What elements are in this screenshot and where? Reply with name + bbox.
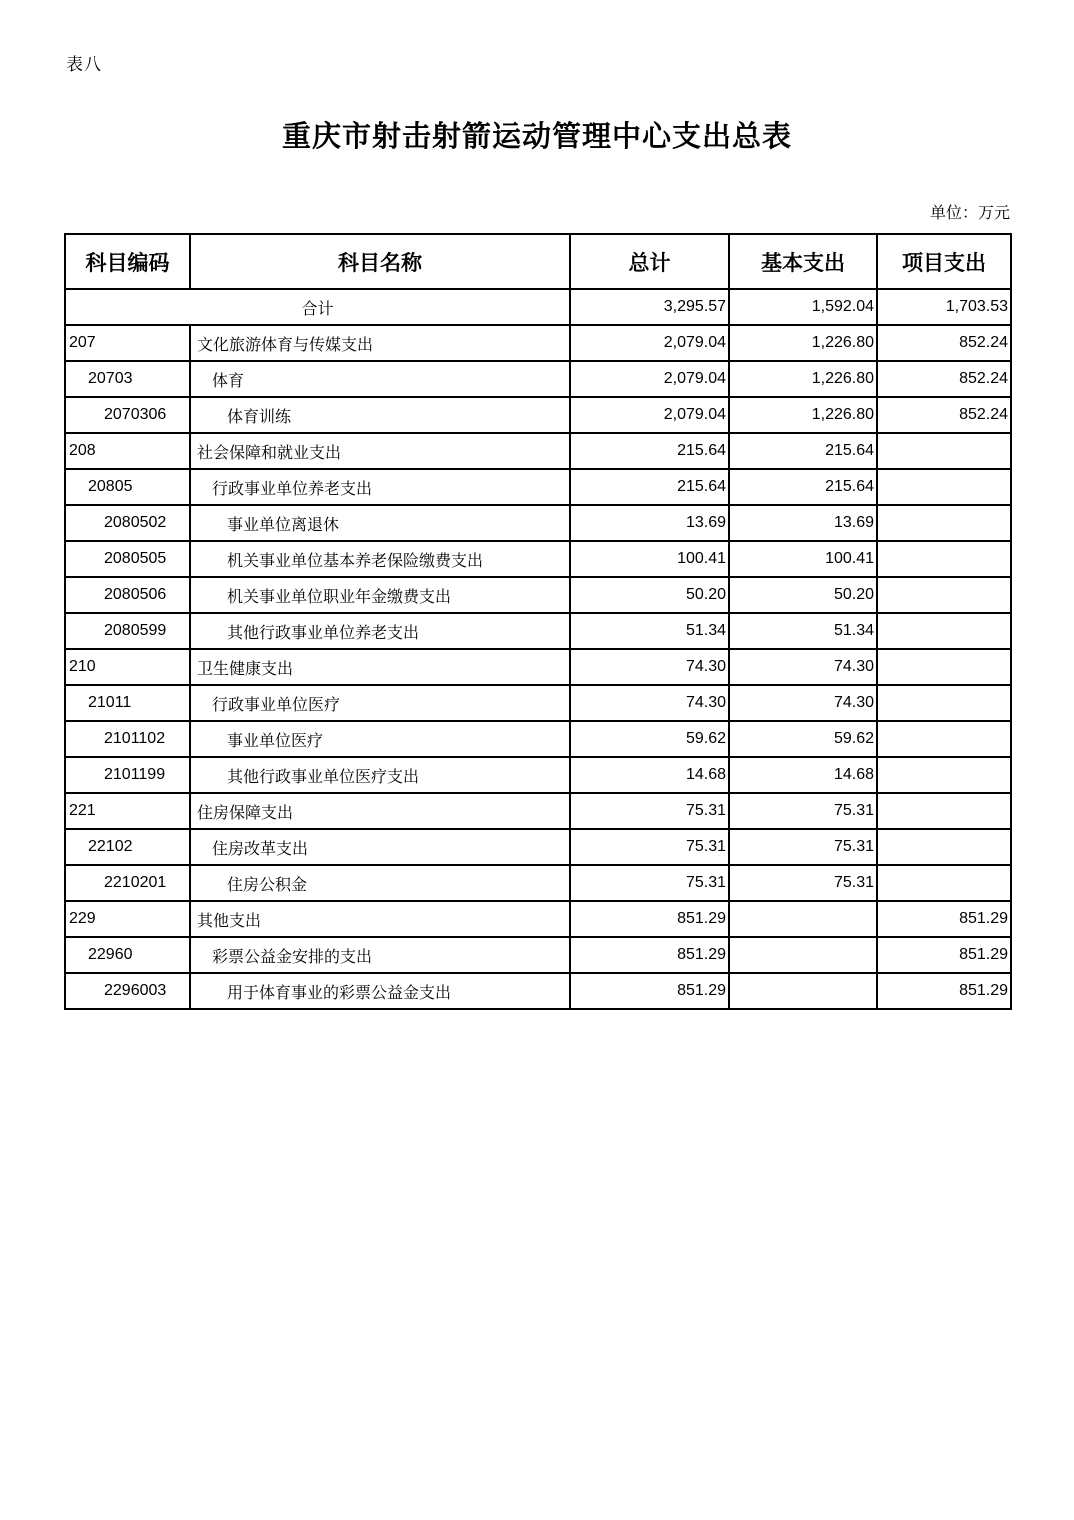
code-cell: 20805 — [65, 469, 190, 505]
basic-cell: 13.69 — [729, 505, 877, 541]
basic-cell: 215.64 — [729, 433, 877, 469]
total-cell: 100.41 — [570, 541, 729, 577]
project-cell — [877, 505, 1011, 541]
basic-cell: 1,226.80 — [729, 361, 877, 397]
project-cell — [877, 433, 1011, 469]
total-basic-cell: 1,592.04 — [729, 289, 877, 325]
table-row — [65, 577, 1011, 613]
total-project-cell: 1,703.53 — [877, 289, 1011, 325]
name-cell: 其他行政事业单位医疗支出 — [190, 757, 570, 793]
table-row — [65, 433, 1011, 469]
project-cell: 852.24 — [877, 397, 1011, 433]
basic-cell: 75.31 — [729, 865, 877, 901]
code-cell: 210 — [65, 649, 190, 685]
name-cell: 行政事业单位医疗 — [190, 685, 570, 721]
column-header-project: 项目支出 — [877, 234, 1011, 289]
name-cell: 住房公积金 — [190, 865, 570, 901]
table-row — [65, 865, 1011, 901]
basic-cell: 75.31 — [729, 829, 877, 865]
code-cell: 221 — [65, 793, 190, 829]
total-cell: 59.62 — [570, 721, 729, 757]
code-cell: 2080505 — [65, 541, 190, 577]
name-cell: 其他支出 — [190, 901, 570, 937]
total-cell: 74.30 — [570, 649, 729, 685]
total-cell: 75.31 — [570, 865, 729, 901]
project-cell: 851.29 — [877, 901, 1011, 937]
table-row — [65, 685, 1011, 721]
code-cell: 208 — [65, 433, 190, 469]
name-cell: 机关事业单位职业年金缴费支出 — [190, 577, 570, 613]
name-cell: 社会保障和就业支出 — [190, 433, 570, 469]
name-cell: 体育 — [190, 361, 570, 397]
total-sum-cell: 3,295.57 — [570, 289, 729, 325]
project-cell — [877, 757, 1011, 793]
basic-cell: 75.31 — [729, 793, 877, 829]
total-cell: 851.29 — [570, 901, 729, 937]
project-cell: 851.29 — [877, 937, 1011, 973]
column-header-basic: 基本支出 — [729, 234, 877, 289]
table-row — [65, 757, 1011, 793]
name-cell: 其他行政事业单位养老支出 — [190, 613, 570, 649]
table-number-label: 表八 — [66, 55, 102, 74]
project-cell — [877, 541, 1011, 577]
basic-cell: 100.41 — [729, 541, 877, 577]
code-cell: 21011 — [65, 685, 190, 721]
total-cell: 75.31 — [570, 793, 729, 829]
table-row — [65, 901, 1011, 937]
project-cell — [877, 721, 1011, 757]
column-header-total: 总计 — [570, 234, 729, 289]
total-cell: 13.69 — [570, 505, 729, 541]
name-cell: 体育训练 — [190, 397, 570, 433]
basic-cell: 1,226.80 — [729, 325, 877, 361]
name-cell: 彩票公益金安排的支出 — [190, 937, 570, 973]
total-cell: 2,079.04 — [570, 361, 729, 397]
project-cell — [877, 613, 1011, 649]
project-cell — [877, 649, 1011, 685]
table-row — [65, 721, 1011, 757]
project-cell — [877, 829, 1011, 865]
name-cell: 卫生健康支出 — [190, 649, 570, 685]
basic-cell: 14.68 — [729, 757, 877, 793]
column-header-code: 科目编码 — [65, 234, 190, 289]
total-cell: 851.29 — [570, 973, 729, 1009]
basic-cell — [729, 973, 877, 1009]
project-cell — [877, 793, 1011, 829]
code-cell: 2080502 — [65, 505, 190, 541]
name-cell: 用于体育事业的彩票公益金支出 — [190, 973, 570, 1009]
table-row — [65, 505, 1011, 541]
project-cell — [877, 685, 1011, 721]
basic-cell: 215.64 — [729, 469, 877, 505]
basic-cell: 51.34 — [729, 613, 877, 649]
table-row — [65, 793, 1011, 829]
total-cell: 14.68 — [570, 757, 729, 793]
code-cell: 2070306 — [65, 397, 190, 433]
code-cell: 2101102 — [65, 721, 190, 757]
basic-cell: 59.62 — [729, 721, 877, 757]
total-cell: 851.29 — [570, 937, 729, 973]
total-cell: 215.64 — [570, 469, 729, 505]
total-row — [65, 289, 1011, 325]
table-row — [65, 361, 1011, 397]
basic-cell: 1,226.80 — [729, 397, 877, 433]
table-row — [65, 541, 1011, 577]
code-cell: 2080599 — [65, 613, 190, 649]
project-cell: 851.29 — [877, 973, 1011, 1009]
table-row — [65, 829, 1011, 865]
table-row — [65, 469, 1011, 505]
basic-cell: 74.30 — [729, 649, 877, 685]
basic-cell — [729, 937, 877, 973]
code-cell: 22960 — [65, 937, 190, 973]
total-cell: 51.34 — [570, 613, 729, 649]
project-cell — [877, 469, 1011, 505]
name-cell: 事业单位离退休 — [190, 505, 570, 541]
basic-cell: 50.20 — [729, 577, 877, 613]
code-cell: 22102 — [65, 829, 190, 865]
name-cell: 住房保障支出 — [190, 793, 570, 829]
basic-cell — [729, 901, 877, 937]
name-cell: 文化旅游体育与传媒支出 — [190, 325, 570, 361]
table-row — [65, 397, 1011, 433]
basic-cell: 74.30 — [729, 685, 877, 721]
table-row — [65, 937, 1011, 973]
table-row — [65, 973, 1011, 1009]
name-cell: 事业单位医疗 — [190, 721, 570, 757]
table-row — [65, 649, 1011, 685]
total-cell: 74.30 — [570, 685, 729, 721]
code-cell: 20703 — [65, 361, 190, 397]
total-cell: 50.20 — [570, 577, 729, 613]
expenditure-table — [64, 233, 1012, 1010]
code-cell: 2101199 — [65, 757, 190, 793]
table-body — [65, 289, 1011, 1009]
project-cell — [877, 577, 1011, 613]
code-cell: 229 — [65, 901, 190, 937]
table-row — [65, 613, 1011, 649]
header-row — [65, 234, 1011, 289]
code-cell: 207 — [65, 325, 190, 361]
project-cell: 852.24 — [877, 325, 1011, 361]
code-cell: 2080506 — [65, 577, 190, 613]
code-cell: 2296003 — [65, 973, 190, 1009]
total-label: 合计 — [65, 289, 570, 325]
name-cell: 机关事业单位基本养老保险缴费支出 — [190, 541, 570, 577]
total-cell: 2,079.04 — [570, 397, 729, 433]
page-title: 重庆市射击射箭运动管理中心支出总表 — [281, 121, 792, 153]
name-cell: 住房改革支出 — [190, 829, 570, 865]
project-cell: 852.24 — [877, 361, 1011, 397]
unit-label: 单位：万元 — [929, 205, 1010, 222]
total-cell: 2,079.04 — [570, 325, 729, 361]
total-cell: 75.31 — [570, 829, 729, 865]
project-cell — [877, 865, 1011, 901]
column-header-name: 科目名称 — [190, 234, 570, 289]
name-cell: 行政事业单位养老支出 — [190, 469, 570, 505]
total-cell: 215.64 — [570, 433, 729, 469]
table-row — [65, 325, 1011, 361]
code-cell: 2210201 — [65, 865, 190, 901]
